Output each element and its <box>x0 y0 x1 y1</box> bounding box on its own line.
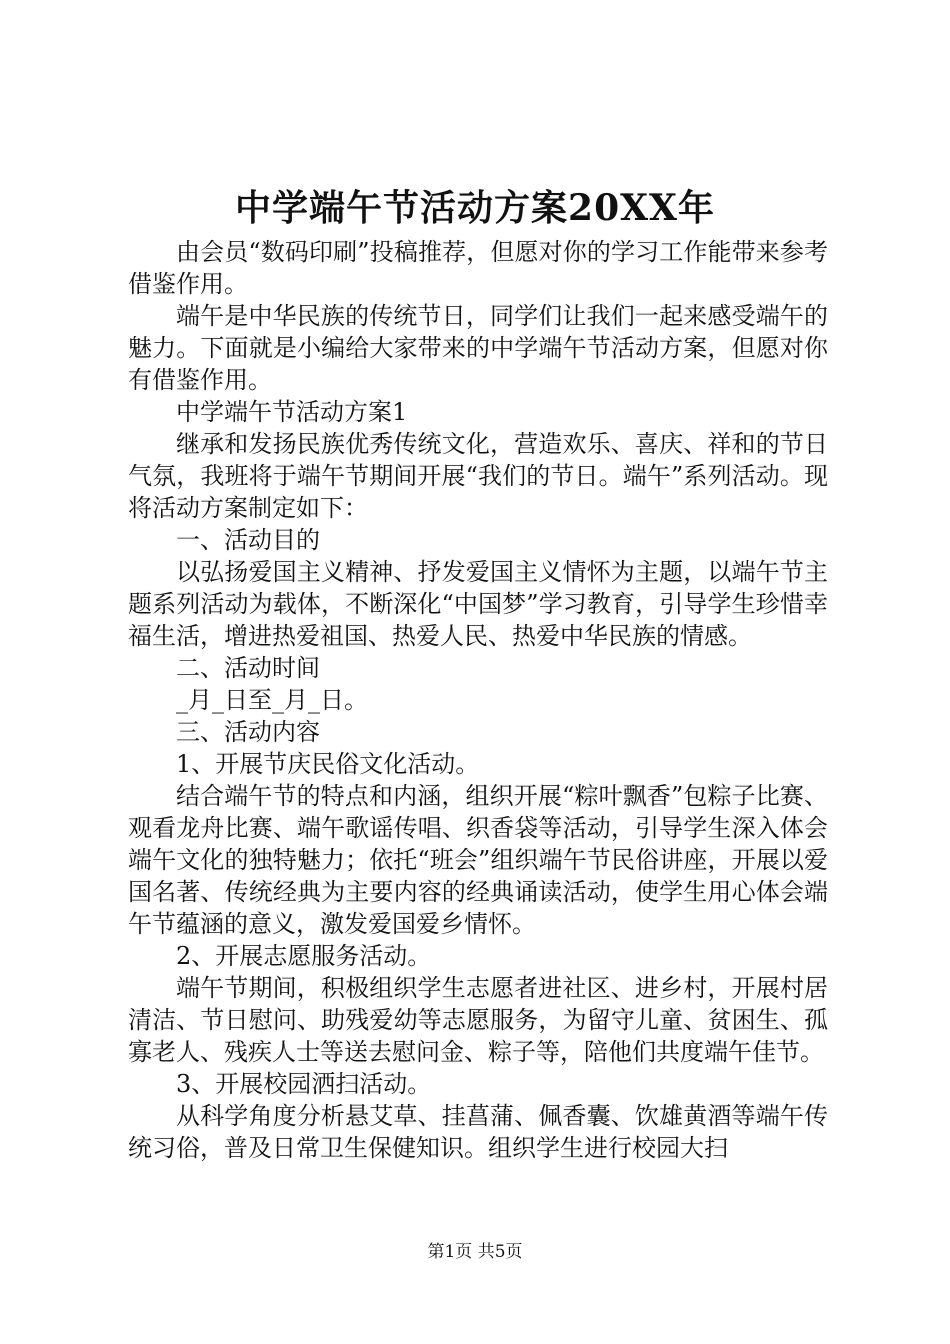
document-title: 中学端午节活动方案20XX年 <box>235 187 715 229</box>
section-heading: 三、活动内容 <box>176 718 320 746</box>
paragraph: _月_日至_月_日。 <box>176 686 368 714</box>
paragraph: 以弘扬爱国主义精神、抒发爱国主义情怀为主题，以端午节主题系列活动为载体，不断深化“中国梦”学习教育，引导学生珍惜幸福生活，增进热爱祖国、热爱人民、热爱中华民族的情感。 <box>128 558 828 650</box>
paragraph: 端午是中华民族的传统节日，同学们让我们一起来感受端午的魅力。下面就是小编给大家带来的中学端午节活动方案，但愿对你有借鉴作用。 <box>128 302 828 394</box>
subsection-heading: 3、开展校园洒扫活动。 <box>176 1070 432 1098</box>
page-number-footer: 第1页 共5页 <box>427 1242 523 1262</box>
subsection-heading: 2、开展志愿服务活动。 <box>176 942 432 970</box>
section-heading: 二、活动时间 <box>176 654 320 682</box>
document-body <box>128 236 828 1164</box>
paragraph: 结合端午节的特点和内涵，组织开展“粽叶飘香”包粽子比赛、观看龙舟比赛、端午歌谣传唱、织香袋等活动，引导学生深入体会端午文化的独特魅力；依托“班会”组织端午节民俗讲座，开展以爱国名著、传统经典为主要内容的经典诵读活动，使学生用心体会端午节蕴涵的意义，激发爱国爱乡情怀。 <box>128 782 828 938</box>
section-heading: 中学端午节活动方案1 <box>176 398 408 426</box>
subsection-heading: 1、开展节庆民俗文化活动。 <box>176 750 480 778</box>
section-heading: 一、活动目的 <box>176 526 320 554</box>
paragraph: 继承和发扬民族优秀传统文化，营造欢乐、喜庆、祥和的节日气氛，我班将于端午节期间开展“我们的节日。端午”系列活动。现将活动方案制定如下： <box>128 430 828 522</box>
paragraph: 从科学角度分析悬艾草、挂菖蒲、佩香囊、饮雄黄酒等端午传统习俗，普及日常卫生保健知识。组织学生进行校园大扫 <box>128 1102 828 1162</box>
paragraph: 由会员“数码印刷”投稿推荐，但愿对你的学习工作能带来参考借鉴作用。 <box>128 238 828 298</box>
paragraph: 端午节期间，积极组织学生志愿者进社区、进乡村，开展村居清洁、节日慰问、助残爱幼等志愿服务，为留守儿童、贫困生、孤寡老人、残疾人士等送去慰问金、粽子等，陪他们共度端午佳节。 <box>128 974 828 1066</box>
